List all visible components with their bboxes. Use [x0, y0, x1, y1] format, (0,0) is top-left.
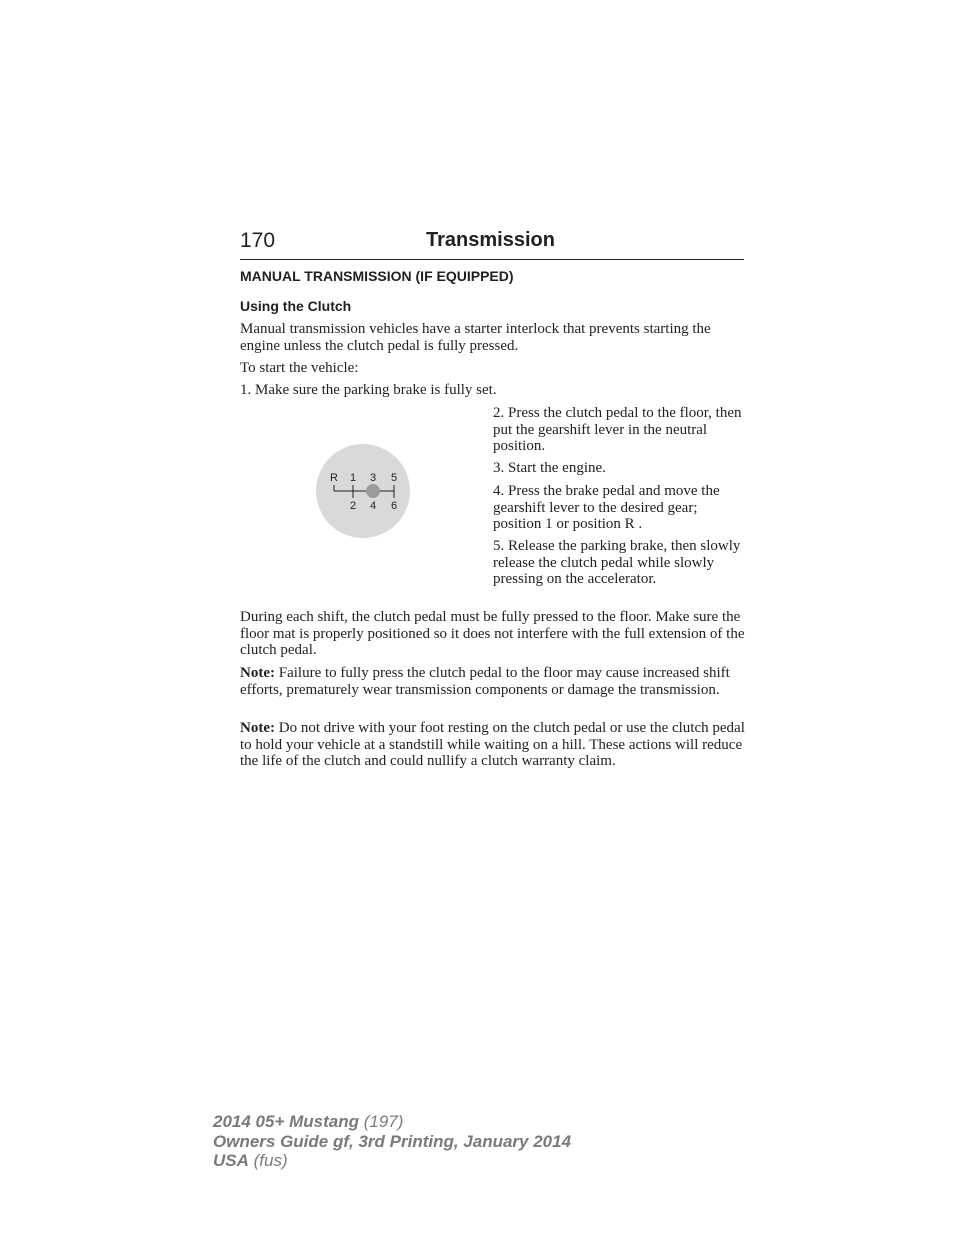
gear-label-2: 2	[349, 500, 357, 512]
gear-label-4: 4	[369, 500, 377, 512]
note-1	[240, 665, 745, 698]
page-footer	[213, 1112, 571, 1171]
step-3: 3. Start the engine.	[493, 460, 606, 476]
to-start-paragraph: To start the vehicle:	[240, 360, 359, 376]
shift-knob-neutral-marker	[366, 484, 380, 498]
gear-label-6: 6	[390, 500, 398, 512]
note-2	[240, 720, 745, 770]
footer-market-code: (fus)	[248, 1151, 288, 1170]
footer-market: USA	[213, 1151, 249, 1170]
section-heading: MANUAL TRANSMISSION (IF EQUIPPED)	[240, 268, 514, 284]
chapter-title: Transmission	[426, 229, 555, 251]
note-2-text: Do not drive with your foot resting on the clutch pedal or use the clutch pedal to hold your vehicle at a standstill while waiting on a hill. These actions will reduce the life of the clutch and could nullify a clutch warranty claim.	[240, 720, 745, 769]
step-4: 4. Press the brake pedal and move the gearshift lever to the desired gear; position 1 or position R .	[493, 483, 720, 532]
gearshift-pattern-diagram	[315, 443, 411, 539]
note-1-label: Note:	[240, 665, 275, 681]
footer-model-code: (197)	[359, 1112, 404, 1131]
footer-line-2: Owners Guide gf, 3rd Printing, January 2014	[213, 1131, 572, 1151]
note-1-text: Failure to fully press the clutch pedal to the floor may cause increased shift efforts, prematurely wear transmission components or damage the transmission.	[240, 665, 730, 698]
intro-paragraph: Manual transmission vehicles have a starter interlock that prevents starting the engine unless the clutch pedal is fully pressed.	[240, 321, 711, 354]
shift-paragraph: During each shift, the clutch pedal must be fully pressed to the floor. Make sure the floor mat is properly positioned so it does not interfere with the full extension of the clutch pedal.	[240, 609, 745, 658]
step-1: 1. Make sure the parking brake is fully set.	[240, 382, 497, 398]
subheading: Using the Clutch	[240, 298, 352, 314]
gear-label-1: 1	[349, 472, 357, 484]
note-2-label: Note:	[240, 720, 275, 736]
page-number: 170	[240, 229, 276, 252]
gear-label-r: R	[330, 472, 338, 484]
step-5: 5. Release the parking brake, then slowly release the clutch pedal while slowly pressing on the accelerator.	[493, 538, 741, 587]
header-rule	[240, 259, 744, 260]
step-2: 2. Press the clutch pedal to the floor, then put the gearshift lever in the neutral position.	[493, 405, 742, 454]
gear-label-3: 3	[369, 472, 377, 484]
footer-model: 2014 05+ Mustang	[213, 1112, 359, 1131]
footer-line-1	[213, 1112, 571, 1132]
gear-label-5: 5	[390, 472, 398, 484]
footer-line-3	[213, 1151, 571, 1171]
